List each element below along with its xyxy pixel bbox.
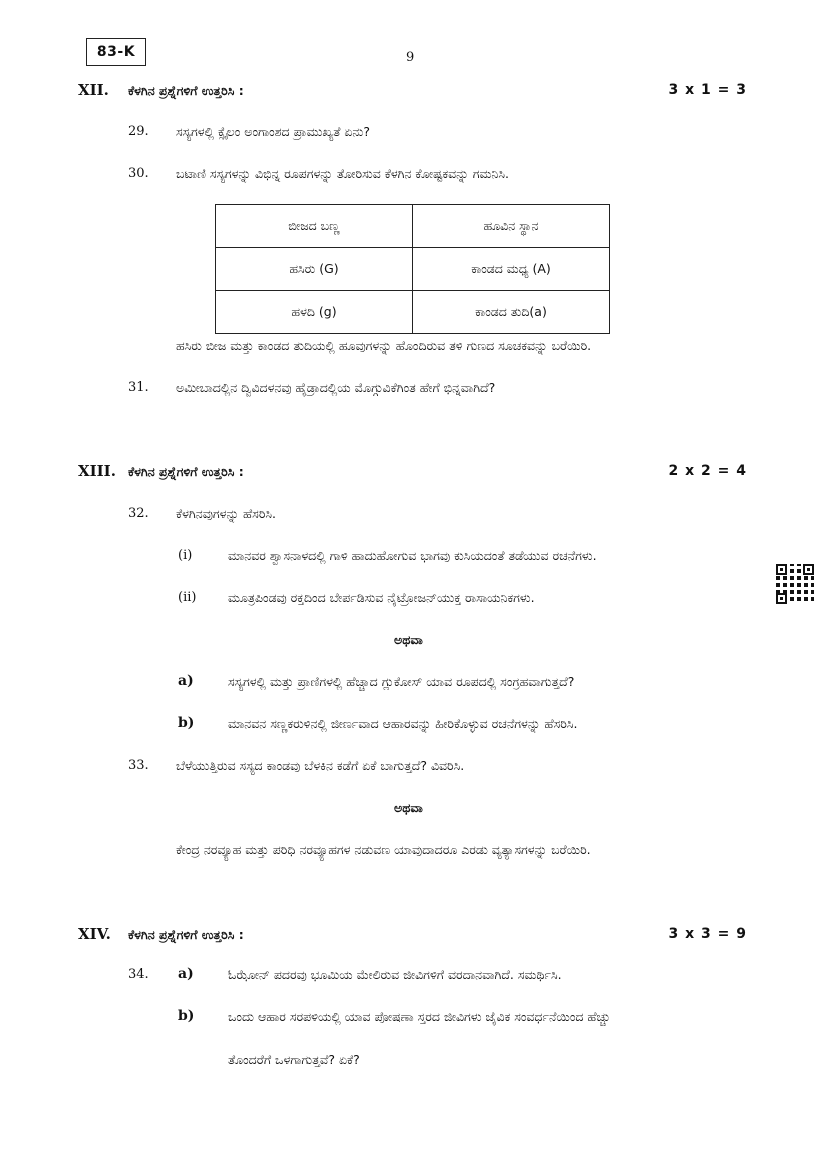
table-header-cell: ಬೀಜದ ಬಣ್ಣ — [216, 205, 413, 248]
table-cell: ಹಸಿರು (G) — [216, 248, 413, 291]
section-number: XII. — [78, 81, 109, 99]
section-title: ಕೆಳಗಿನ ಪ್ರಶ್ನೆಗಳಿಗೆ ಉತ್ತರಿಸಿ : — [128, 927, 244, 942]
question-number: 34. — [128, 967, 149, 982]
section-marks: 3 x 3 = 9 — [668, 926, 747, 942]
section-title: ಕೆಳಗಿನ ಪ್ರಶ್ನೆಗಳಿಗೆ ಉತ್ತರಿಸಿ : — [128, 464, 244, 479]
table-row — [216, 291, 610, 334]
question-text: ಬಟಾಣಿ ಸಸ್ಯಗಳನ್ನು ವಿಭಿನ್ನ ರೂಪಗಳನ್ನು ತೋರಿಸುವ ಕೆಳಗಿನ ಕೋಷ್ಟಕವನ್ನು ಗಮನಿಸಿ. — [176, 166, 509, 181]
qr-code-icon — [776, 564, 814, 604]
question-number: 29. — [128, 124, 149, 139]
section-number: XIV. — [78, 925, 111, 943]
or-separator: ಅಥವಾ — [394, 800, 423, 815]
question-text: ಕೆಳಗಿನವುಗಳನ್ನು ಹೆಸರಿಸಿ. — [176, 506, 277, 521]
question-number: 33. — [128, 758, 149, 773]
section-number: XIII. — [78, 462, 116, 480]
section-marks: 2 x 2 = 4 — [668, 463, 747, 479]
sub-question-text: ಓಝೋನ್ ಪದರವು ಭೂಮಿಯ ಮೇಲಿರುವ ಜೀವಿಗಳಿಗೆ ವರದಾನವಾಗಿದೆ. ಸಮರ್ಥಿಸಿ. — [228, 967, 562, 982]
sub-question-label: b) — [178, 715, 195, 731]
sub-question-text-continued: ತೊಂದರೆಗೆ ಒಳಗಾಗುತ್ತವೆ? ಏಕೆ? — [228, 1052, 360, 1067]
question-text: ಸಸ್ಯಗಳಲ್ಲಿ ಕ್ಸೈಲಂ ಅಂಗಾಂಶದ ಪ್ರಾಮುಖ್ಯತೆ ಏನು? — [176, 124, 370, 139]
table-cell: ಕಾಂಡದ ಮಧ್ಯ (A) — [413, 248, 610, 291]
paper-code-box: 83-K — [86, 38, 146, 66]
table-cell: ಕಾಂಡದ ತುದಿ(a) — [413, 291, 610, 334]
table-row — [216, 248, 610, 291]
question-number: 31. — [128, 380, 149, 395]
sub-question-text: ಮಾನವನ ಸಣ್ಣಕರುಳಿನಲ್ಲಿ ಜೀರ್ಣವಾದ ಆಹಾರವನ್ನು ಹೀರಿಕೊಳ್ಳುವ ರಚನೆಗಳನ್ನು ಹೆಸರಿಸಿ. — [228, 716, 578, 731]
table-row — [216, 205, 610, 248]
sub-question-label: (ii) — [178, 590, 197, 605]
sub-question-text: ಸಸ್ಯಗಳಲ್ಲಿ ಮತ್ತು ಪ್ರಾಣಿಗಳಲ್ಲಿ ಹೆಚ್ಚಾದ ಗ್ಲುಕೋಸ್ ಯಾವ ರೂಪದಲ್ಲಿ ಸಂಗ್ರಹವಾಗುತ್ತದೆ? — [228, 674, 575, 689]
table-cell: ಹಳದಿ (g) — [216, 291, 413, 334]
page-number: 9 — [406, 50, 415, 65]
question-number: 32. — [128, 506, 149, 521]
question-text: ಅಮೀಬಾದಲ್ಲಿನ ದ್ವಿವಿದಳನವು ಹೈಡ್ರಾದಲ್ಲಿಯ ಮೊಗ್ಗುವಿಕೆಗಿಂತ ಹೇಗೆ ಭಿನ್ನವಾಗಿದೆ? — [176, 380, 496, 395]
sub-question-text: ಮೂತ್ರಪಿಂಡವು ರಕ್ತದಿಂದ ಬೇರ್ಪಡಿಸುವ ನೈಟ್ರೋಜನ್‌ಯುಕ್ತ ರಾಸಾಯನಿಕಗಳು. — [228, 590, 535, 605]
question-text: ಬೆಳೆಯುತ್ತಿರುವ ಸಸ್ಯದ ಕಾಂಡವು ಬೆಳಕಿನ ಕಡೆಗೆ ಏಕೆ ಬಾಗುತ್ತದೆ? ವಿವರಿಸಿ. — [176, 758, 465, 773]
sub-question-label: a) — [178, 966, 194, 982]
sub-question-label: a) — [178, 673, 194, 689]
question-followup-text: ಹಸಿರು ಬೀಜ ಮತ್ತು ಕಾಂಡದ ತುದಿಯಲ್ಲಿ ಹೂವುಗಳನ್ನು ಹೊಂದಿರುವ ತಳಿ ಗುಣದ ಸೂಚಕವನ್ನು ಬರೆಯಿರಿ. — [176, 338, 592, 353]
or-separator: ಅಥವಾ — [394, 632, 423, 647]
pea-plant-table — [215, 204, 610, 334]
sub-question-label: b) — [178, 1008, 195, 1024]
sub-question-label: (i) — [178, 548, 193, 563]
table-header-cell: ಹೂವಿನ ಸ್ಥಾನ — [413, 205, 610, 248]
section-marks: 3 x 1 = 3 — [668, 82, 747, 98]
question-alternative-text: ಕೇಂದ್ರ ನರವ್ಯೂಹ ಮತ್ತು ಪರಿಧಿ ನರವ್ಯೂಹಗಳ ನಡುವಣ ಯಾವುದಾದರೂ ಎರಡು ವ್ಯತ್ಯಾಸಗಳನ್ನು ಬರೆಯಿರಿ. — [176, 842, 591, 857]
sub-question-text: ಮಾನವರ ಶ್ವಾಸನಾಳದಲ್ಲಿ ಗಾಳಿ ಹಾದುಹೋಗುವ ಭಾಗವು ಕುಸಿಯದಂತೆ ತಡೆಯುವ ರಚನೆಗಳು. — [228, 548, 597, 563]
sub-question-text: ಒಂದು ಆಹಾರ ಸರಪಳಿಯಲ್ಲಿ ಯಾವ ಪೋಷಣಾ ಸ್ತರದ ಜೀವಿಗಳು ಜೈವಿಕ ಸಂವರ್ಧನೆಯಿಂದ ಹೆಚ್ಚು — [228, 1009, 611, 1024]
section-title: ಕೆಳಗಿನ ಪ್ರಶ್ನೆಗಳಿಗೆ ಉತ್ತರಿಸಿ : — [128, 83, 244, 98]
question-number: 30. — [128, 166, 149, 181]
